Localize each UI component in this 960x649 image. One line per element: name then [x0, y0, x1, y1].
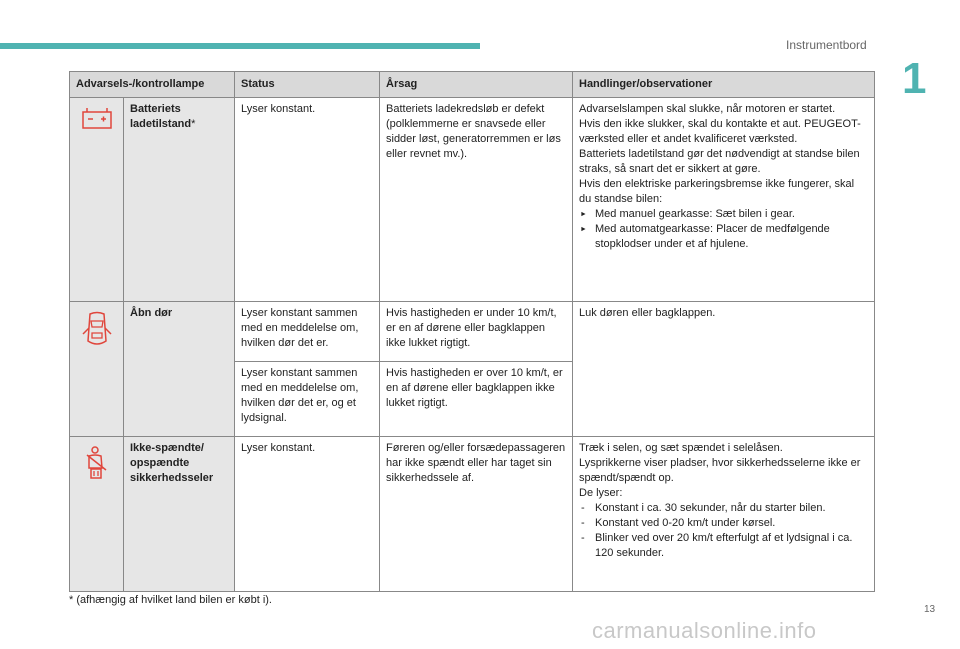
- cause-text: Hvis hastigheden er over 10 km/t, er en af dørene eller bagklappen ikke lukket rigtigt.: [380, 362, 573, 437]
- list-item: ► Med automatgearkasse: Placer de medfølgende stopklodser under et af hjulene.: [579, 222, 868, 252]
- table-row: [70, 98, 875, 302]
- lamp-name: Åbn dør: [124, 302, 235, 437]
- status-text: Lyser konstant.: [235, 98, 380, 302]
- header-status: Status: [235, 72, 380, 98]
- watermark: carmanualsonline.info: [592, 618, 817, 643]
- list-item: - Konstant ved 0-20 km/t under kørsel.: [579, 516, 868, 531]
- header-lamp: Advarsels-/kontrollampe: [70, 72, 235, 98]
- footnote: * (afhængig af hvilket land bilen er købt i).: [69, 594, 272, 606]
- action-line: Hvis den elektriske parkeringsbremse ikke fungerer, skal du standse bilen:: [579, 178, 855, 205]
- actions-cell: [573, 98, 875, 302]
- header-cause: Årsag: [380, 72, 573, 98]
- page-number: 13: [924, 604, 936, 615]
- lamp-name: Batteriets ladetilstand*: [124, 98, 235, 302]
- list-item: ► Med manuel gearkasse: Sæt bilen i gear.: [579, 207, 868, 222]
- open-door-icon: [82, 311, 112, 349]
- action-line: Batteriets ladetilstand gør det nødvendigt at standse bilen straks, så snart det er sikkert at gøre.: [579, 148, 860, 175]
- lamp-icon-cell: [70, 437, 124, 592]
- battery-icon: [82, 107, 112, 129]
- status-text: Lyser konstant sammen med en meddelelse om, hvilken dør det er.: [235, 302, 380, 362]
- action-line: Lysprikkerne viser pladser, hvor sikkerhedsselerne ikke er spændt/spændt op.: [579, 457, 861, 484]
- actions-cell: [573, 437, 875, 592]
- action-line: Træk i selen, og sæt spændet i selelåsen.: [579, 442, 783, 454]
- action-list: [579, 207, 868, 252]
- status-text: Lyser konstant.: [235, 437, 380, 592]
- action-text: Luk døren eller bagklappen.: [573, 302, 875, 437]
- action-line: Hvis den ikke slukker, skal du kontakte et aut. PEUGEOT-værksted eller et andet kvalificeret værksted.: [579, 118, 861, 145]
- action-list: [579, 501, 868, 561]
- cause-text: Føreren og/eller forsædepassageren har ikke spændt eller har taget sin sikkerhedssele af.: [380, 437, 573, 592]
- warning-lamps-table: [69, 71, 875, 592]
- table-header-row: [70, 72, 875, 98]
- top-accent-bar: [0, 43, 480, 49]
- table-row: [70, 437, 875, 592]
- action-line: Advarselslampen skal slukke, når motoren er startet.: [579, 103, 836, 115]
- lamp-name: Ikke-spændte/ opspændte sikkerhedsseler: [124, 437, 235, 592]
- header-actions: Handlinger/observationer: [573, 72, 875, 98]
- table-row: [70, 302, 875, 362]
- lamp-icon-cell: [70, 302, 124, 437]
- lamp-icon-cell: [70, 98, 124, 302]
- list-item: - Konstant i ca. 30 sekunder, når du starter bilen.: [579, 501, 868, 516]
- status-text: Lyser konstant sammen med en meddelelse om, hvilken dør det er, og et lydsignal.: [235, 362, 380, 437]
- section-title: Instrumentbord: [786, 38, 867, 52]
- chapter-number: 1: [902, 54, 927, 103]
- list-item: - Blinker ved over 20 km/t efterfulgt af et lydsignal i ca. 120 sekunder.: [579, 531, 868, 561]
- cause-text: Batteriets ladekredsløb er defekt (polklemmerne er snavsede eller sidder løst, generatorremmen er løs eller revnet mv.).: [380, 98, 573, 302]
- cause-text: Hvis hastigheden er under 10 km/t, er en af dørene eller bagklappen ikke lukket rigtigt.: [380, 302, 573, 362]
- seatbelt-icon: [84, 446, 110, 480]
- action-line: De lyser:: [579, 487, 623, 499]
